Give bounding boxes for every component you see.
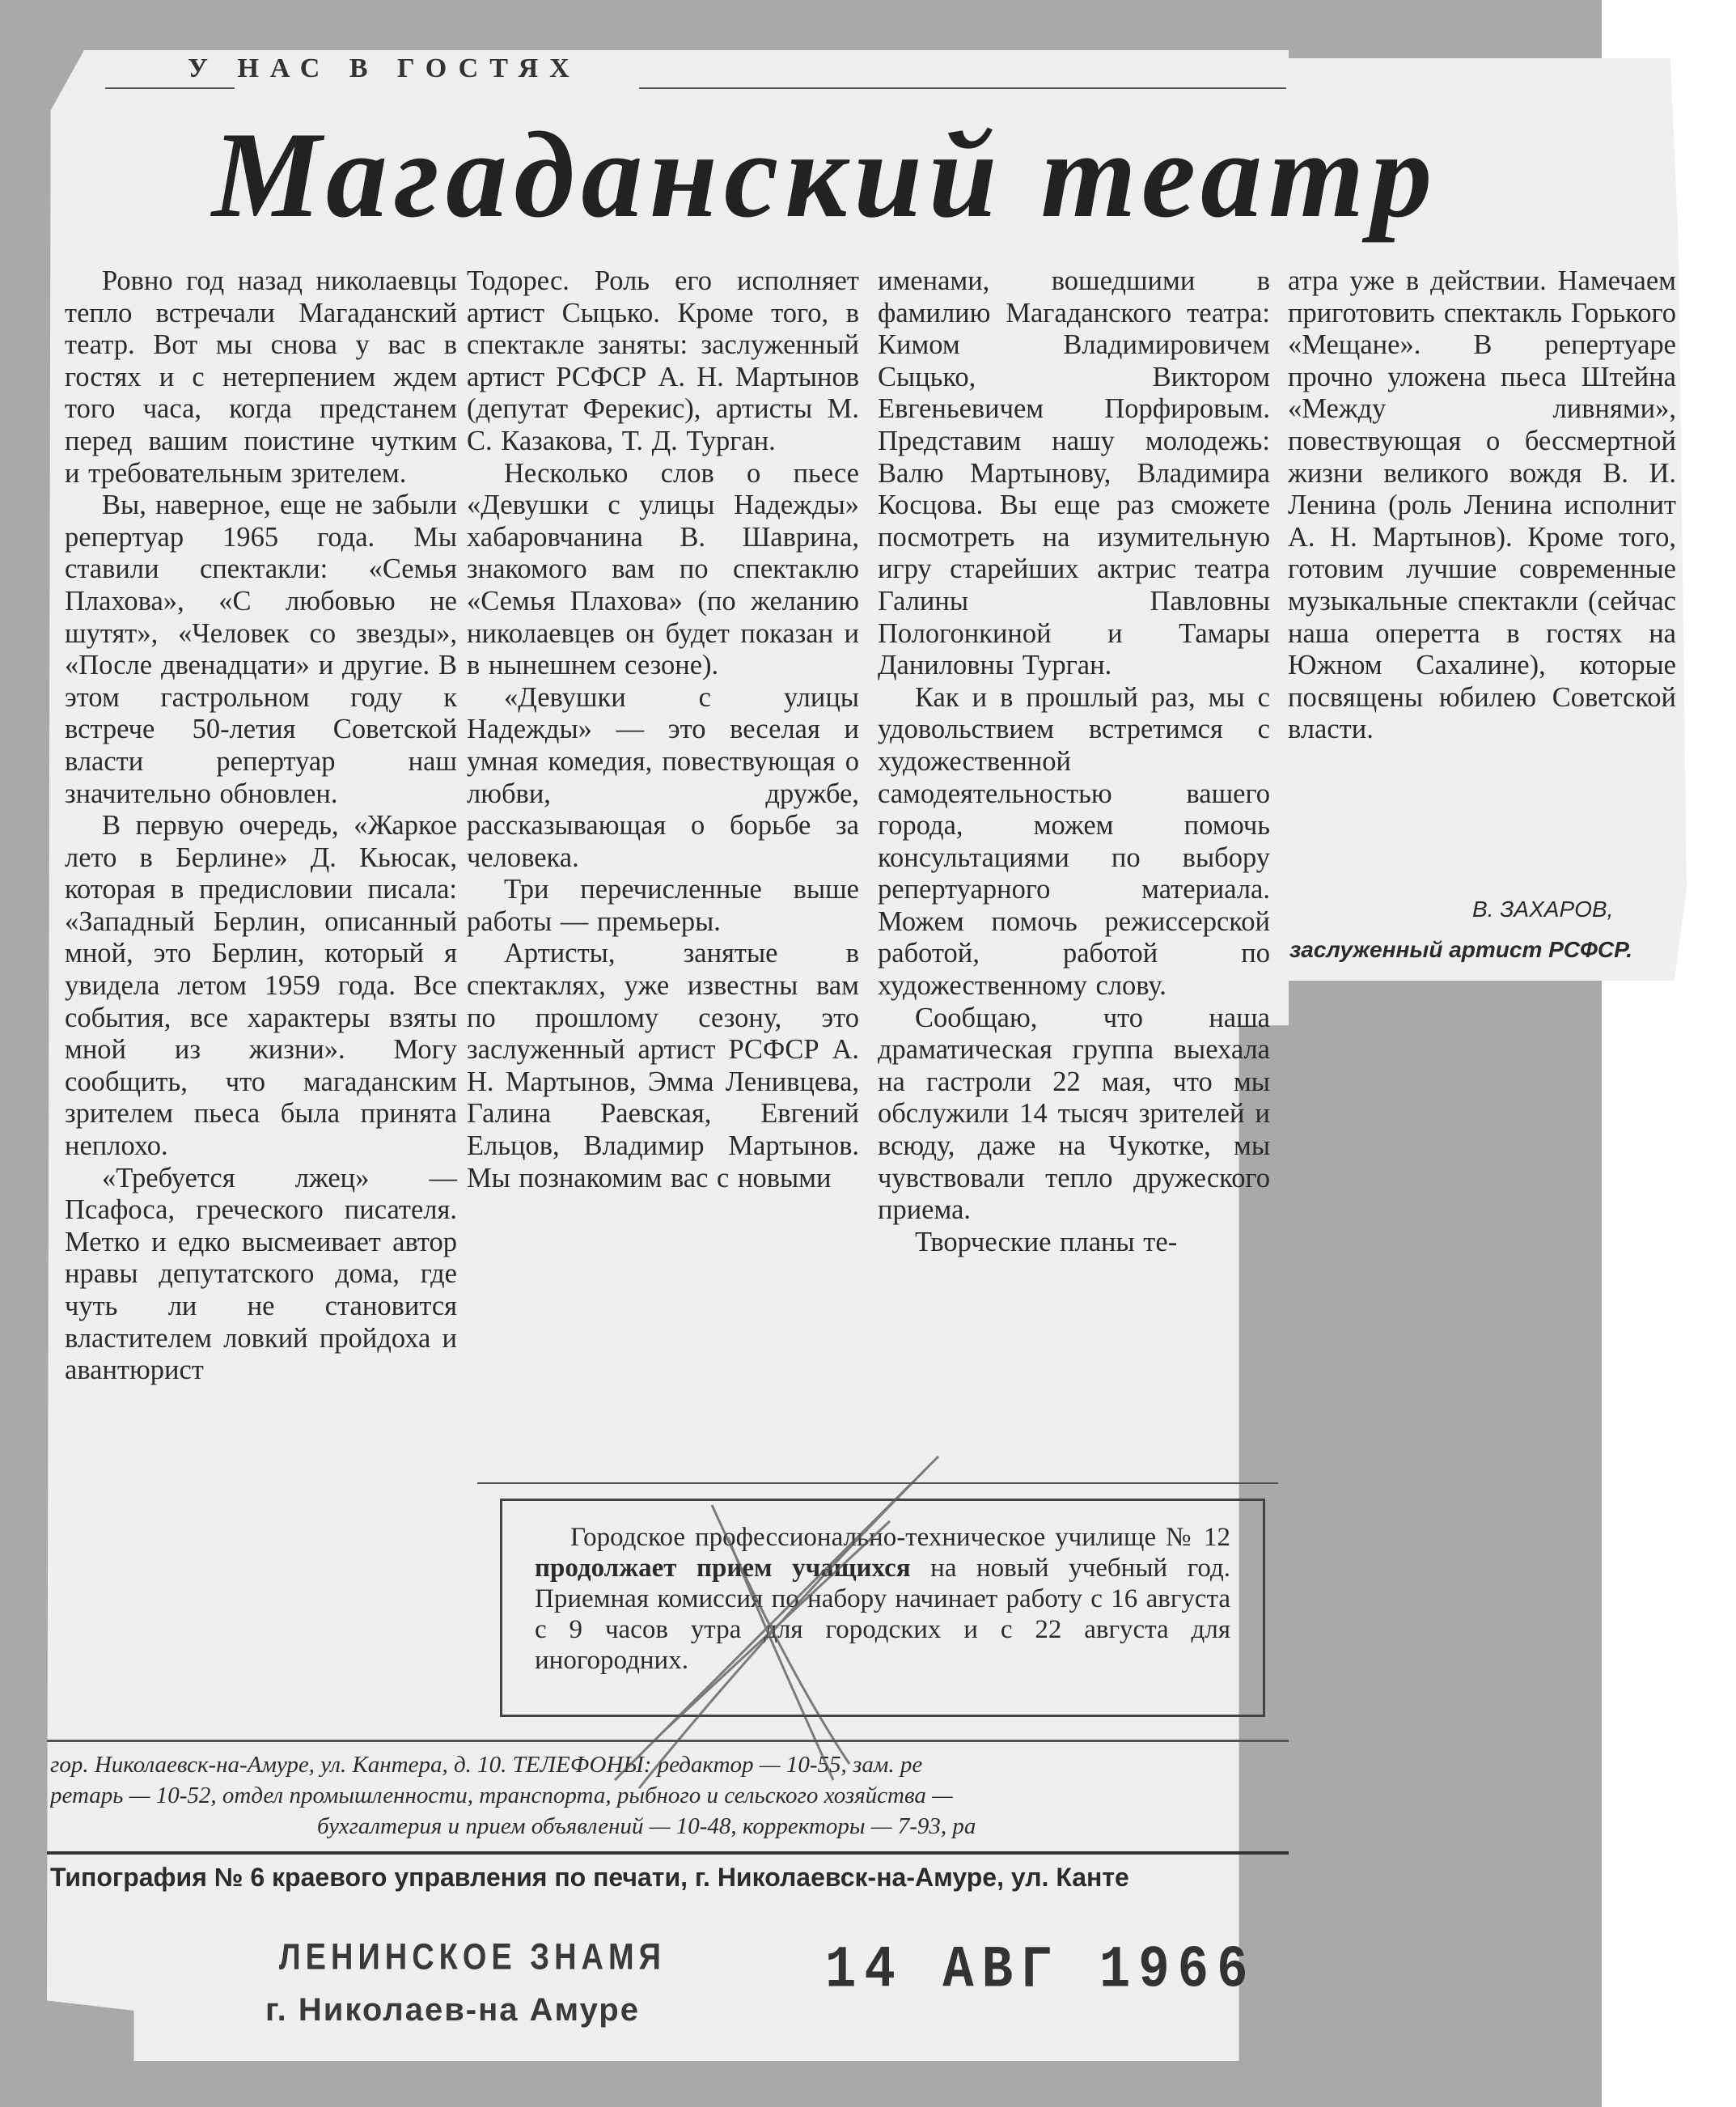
imprint-line-2: ретарь — 10-52, отдел промышленности, транспорта, рыбного и сельского хозяйства — [50, 1783, 953, 1808]
notice-rule [477, 1482, 1278, 1484]
article-column-1 [65, 265, 457, 1387]
paragraph: «Девушки с улицы Надежды» — это веселая и умная комедия, повествующая о любви, дружбе, рассказывающая о борьбе за человека. [467, 681, 859, 873]
rubric-rule-right [639, 87, 1286, 89]
imprint-rule [47, 1740, 1289, 1742]
paragraph: «Требуется лжец» — Псафоса, греческого писателя. Метко и едко высмеивает автор нравы депутатского дома, где чуть ли не становится властителем ловкий пройдоха и авантюрист [65, 1162, 457, 1386]
imprint-line-1: гор. Николаевск-на-Амуре, ул. Кантера, д. 10. ТЕЛЕФОНЫ: редактор — 10-55, зам. ре [50, 1752, 923, 1778]
press-rule [47, 1851, 1289, 1855]
stamp-date: 14 АВГ 1966 [825, 1937, 1256, 2005]
paragraph: Вы, наверное, еще не забыли репертуар 1965 года. Мы ставили спектакли: «Семья Плахова», «С любовью не шутят», «Человек со звезды», «После двенадцати» и другие. В этом гастрольном году к встрече 50-летия Советской власти репертуар наш значительно обновлен. [65, 490, 457, 809]
notice-text: Городское профессионально-техническое училище № 12 [570, 1523, 1230, 1552]
paragraph: Несколько слов о пьесе «Девушки с улицы Надежды» хабаровчанина В. Шаврина, знакомого вам по спектаклю «Семья Плахова» (по желанию николаевцев он будет показан и в нынешнем сезоне). [467, 457, 859, 681]
rubric: У НАС В ГОСТЯХ [188, 53, 581, 83]
author-title: заслуженный артист РСФСР. [1289, 937, 1633, 962]
paragraph: именами, вошедшими в фамилию Магаданского театра: Кимом Владимировичем Сыцько, Виктором Евгеньевичем Порфировым. Представим нашу молодежь: Валю Мартынову, Владимира Косцова. Вы еще раз сможете посмотреть на изумительную игру старейших актрис театра Галины Павловны Пологонкиной и Тамары Даниловны Турган. [878, 265, 1270, 681]
paragraph: Сообщаю, что наша драматическая группа выехала на гастроли 22 мая, что мы обслужили 14 тысяч зрителей и всюду, даже на Чукотке, мы чувствовали тепло дружеского приема. [878, 1002, 1270, 1226]
article-column-4 [1288, 265, 1676, 746]
headline: Магаданский театр [212, 107, 1439, 243]
notice-bold-text: продолжает прием учащихся [535, 1554, 911, 1583]
paragraph: Артисты, занятые в спектаклях, уже известны вам по прошлому сезону, это заслуженный артист РСФСР А. Н. Мартынов, Эмма Ленивцева, Галина Раевская, Евгений Ельцов, Владимир Мартынов. Мы познакомим вас с новыми [467, 938, 859, 1193]
school-notice-box [500, 1499, 1265, 1717]
paragraph: атра уже в действии. Намечаем приготовить спектакль Горького «Мещане». В репертуаре прочно уложена пьеса Штейна «Между ливнями», повествующая о бессмертной жизни великого вождя В. И. Ленина (роль Ленина исполнит А. Н. Мартынов). Кроме того, готовим лучшие современные музыкальные спектакли (сейчас наша оперетта в гостях на Южном Сахалине), которые посвящены юбилею Советской власти. [1288, 265, 1676, 745]
paragraph: Как и в прошлый раз, мы с удовольствием встретимся с художественной самодеятельностью вашего города, можем помочь консультациями по выбору репертуарного материала. Можем помочь режиссерской работой, работой по художественному слову. [878, 681, 1270, 1002]
editorial-imprint [50, 1749, 1292, 1842]
paragraph: Ровно год назад николаевцы тепло встречали Магаданский театр. Вот мы снова у вас в гостях и с нетерпением ждем того часа, когда предстанем перед вашим поистине чутким и требовательным зрителем. [65, 265, 457, 489]
paragraph: В первую очередь, «Жаркое лето в Берлине» Д. Кьюсак, которая в предисловии писала: «Западный Берлин, описанный мной, это Берлин, который я увидела летом 1959 года. Все события, все характеры взяты мной из жизни». Могу сообщить, что магаданским зрителем пьеса была принята неплохо. [65, 810, 457, 1162]
notice-text-end: на новый учебный год. Приемная комиссия по набору начинает работу с 16 августа с 9 часов утра для городских и с 22 августа для иногородних. [535, 1554, 1230, 1675]
article-column-3 [878, 265, 1270, 1258]
paragraph: Творческие планы те- [915, 1226, 1178, 1257]
rubric-rule-left [105, 87, 235, 89]
stamp-city: г. Николаев-на Амуре [265, 1992, 640, 2028]
imprint-line-3: бухгалтерия и прием объявлений — 10-48, корректоры — 7-93, ра [317, 1813, 976, 1839]
stamp-newspaper-name: ЛЕНИНСКОЕ ЗНАМЯ [279, 1936, 666, 1978]
printing-house-line: Типография № 6 краевого управления по печати, г. Николаевск-на-Амуре, ул. Канте [50, 1863, 1129, 1892]
article-column-2 [467, 265, 859, 1194]
paragraph: Тодорес. Роль его исполняет артист Сыцько. Кроме того, в спектакле заняты: заслуженный артист РСФСР А. Н. Мартынов (депутат Ферекис), артисты М. С. Казакова, Т. Д. Турган. [467, 265, 859, 456]
author-name: В. ЗАХАРОВ, [1472, 897, 1614, 922]
paragraph: Три перечисленные выше работы — премьеры. [467, 874, 859, 937]
